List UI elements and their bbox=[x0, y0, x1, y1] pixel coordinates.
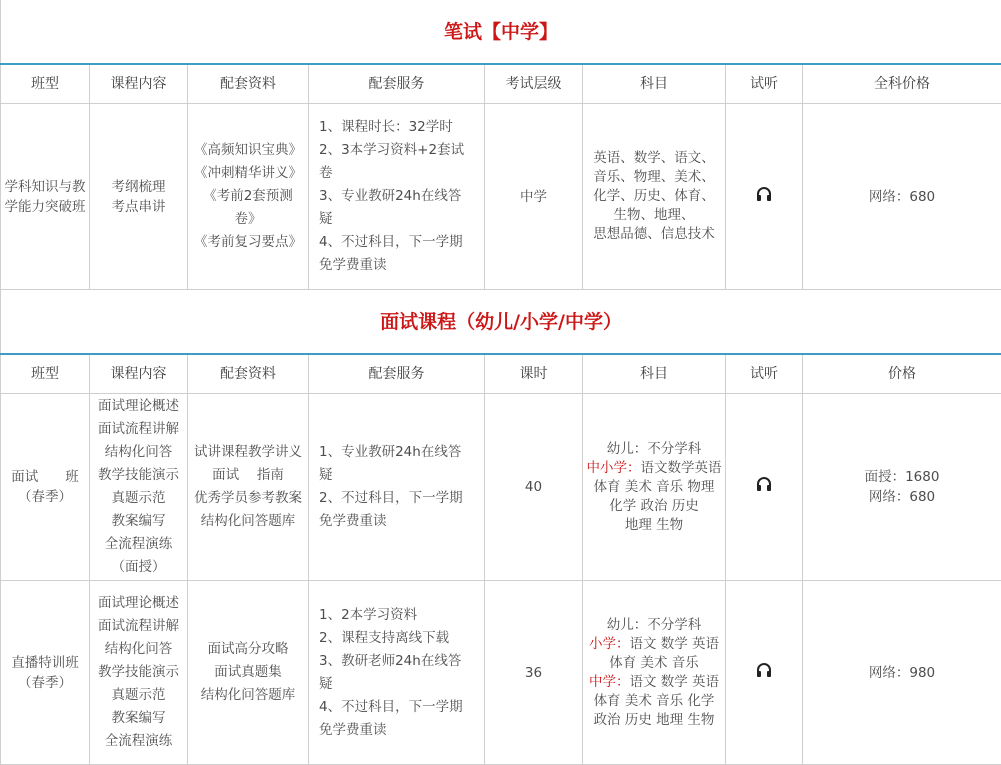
header-class-type: 班型 bbox=[1, 354, 90, 394]
subjects: 英语、数学、语文、 音乐、物理、美术、 化学、历史、体育、 生物、地理、 思想品德、信息技术 bbox=[583, 104, 726, 290]
header-class-type: 班型 bbox=[1, 64, 90, 104]
materials: 面试高分攻略 面试真题集 结构化问答题库 bbox=[188, 581, 309, 765]
header-level: 考试层级 bbox=[485, 64, 583, 104]
trial-cell bbox=[726, 394, 803, 581]
header-price: 价格 bbox=[803, 354, 1001, 394]
class-type: 学科知识与教学能力突破班 bbox=[1, 104, 90, 290]
services: 1、2本学习资料 2、课程支持离线下载 3、教研老师24h在线答疑 4、不过科目，下一学期免学费重读 bbox=[309, 581, 485, 765]
services: 1、专业教研24h在线答疑 2、不过科目，下一学期免学费重读 bbox=[309, 394, 485, 581]
services: 1、课程时长：32学时 2、3本学习资料+2套试卷 3、专业教研24h在线答疑 4、不过科目，下一学期免学费重读 bbox=[309, 104, 485, 290]
written-header-row bbox=[1, 64, 1001, 104]
trial-cell bbox=[726, 581, 803, 765]
header-content: 课程内容 bbox=[90, 64, 188, 104]
headphone-icon[interactable] bbox=[756, 186, 772, 202]
price: 网络：980 bbox=[803, 581, 1001, 765]
subjects: 幼儿：不分学科 中小学：语文数学英语 体育 美术 音乐 物理 化学 政治 历史 地理 生物 bbox=[583, 394, 726, 581]
header-hours: 课时 bbox=[485, 354, 583, 394]
class-hours: 36 bbox=[485, 581, 583, 765]
header-price: 全科价格 bbox=[803, 64, 1001, 104]
table-row bbox=[1, 394, 1001, 581]
header-materials: 配套资料 bbox=[188, 64, 309, 104]
course-content: 面试理论概述 面试流程讲解 结构化问答 教学技能演示 真题示范 教案编写 全流程演练 （面授） bbox=[90, 394, 188, 581]
class-hours: 40 bbox=[485, 394, 583, 581]
headphone-icon[interactable] bbox=[756, 662, 772, 678]
course-content: 考纲梳理 考点串讲 bbox=[90, 104, 188, 290]
written-section-title: 笔试【中学】 bbox=[1, 0, 1001, 64]
header-trial: 试听 bbox=[726, 354, 803, 394]
trial-cell bbox=[726, 104, 803, 290]
interview-section-title: 面试课程（幼儿/小学/中学） bbox=[1, 290, 1001, 355]
header-services: 配套服务 bbox=[309, 64, 485, 104]
course-content: 面试理论概述 面试流程讲解 结构化问答 教学技能演示 真题示范 教案编写 全流程演练 bbox=[90, 581, 188, 765]
materials: 试讲课程教学讲义 面试 指南 优秀学员参考教案 结构化问答题库 bbox=[188, 394, 309, 581]
header-services: 配套服务 bbox=[309, 354, 485, 394]
interview-header-row bbox=[1, 354, 1001, 394]
subjects: 幼儿：不分学科 小学：语文 数学 英语 体育 美术 音乐 中学：语文 数学 英语 体育 美术 音乐 化学 政治 历史 地理 生物 bbox=[583, 581, 726, 765]
price: 网络：680 bbox=[803, 104, 1001, 290]
header-trial: 试听 bbox=[726, 64, 803, 104]
exam-level: 中学 bbox=[485, 104, 583, 290]
price: 面授：1680 网络：680 bbox=[803, 394, 1001, 581]
class-type: 面试 班 （春季） bbox=[1, 394, 90, 581]
header-subjects: 科目 bbox=[583, 354, 726, 394]
class-type: 直播特训班 （春季） bbox=[1, 581, 90, 765]
materials: 《高频知识宝典》 《冲刺精华讲义》 《考前2套预测卷》 《考前复习要点》 bbox=[188, 104, 309, 290]
header-materials: 配套资料 bbox=[188, 354, 309, 394]
table-row bbox=[1, 104, 1001, 290]
table-row bbox=[1, 581, 1001, 765]
header-content: 课程内容 bbox=[90, 354, 188, 394]
headphone-icon[interactable] bbox=[756, 476, 772, 492]
header-subjects: 科目 bbox=[583, 64, 726, 104]
